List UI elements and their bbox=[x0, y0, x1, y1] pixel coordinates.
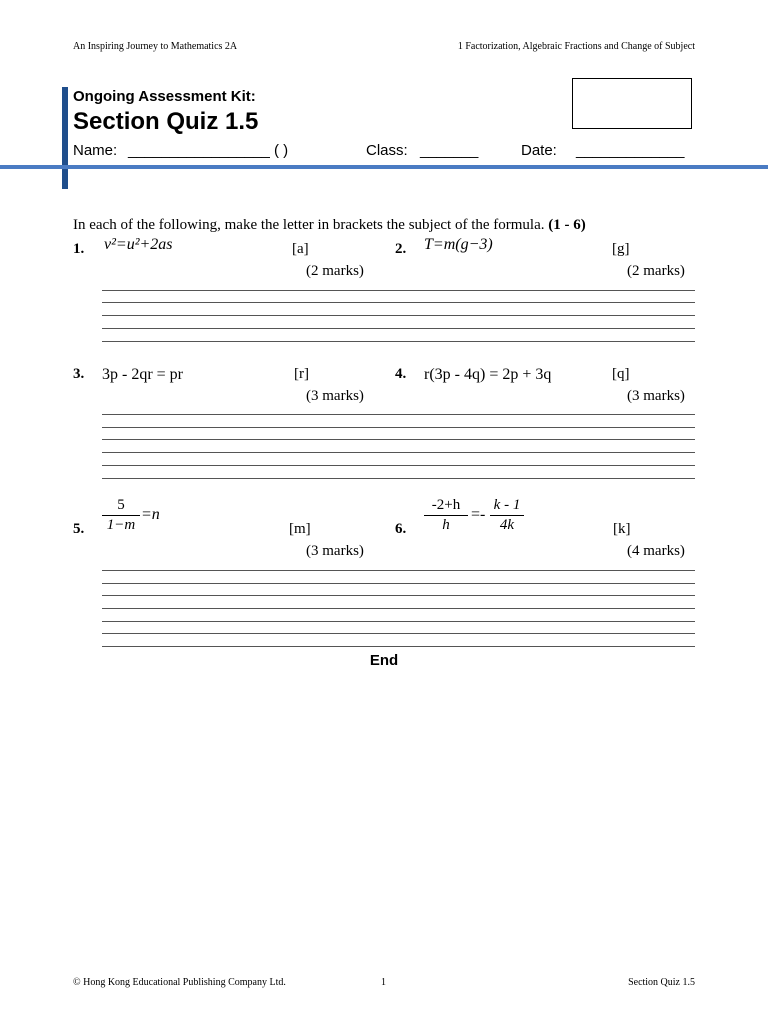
answer-line[interactable] bbox=[102, 633, 695, 634]
question-3-number: 3. bbox=[73, 366, 85, 382]
question-5-fraction bbox=[102, 497, 140, 534]
answer-line[interactable] bbox=[102, 328, 695, 329]
fraction-bar bbox=[490, 515, 524, 516]
instruction-text bbox=[73, 217, 586, 234]
divider-line bbox=[0, 165, 768, 169]
footer-section: Section Quiz 1.5 bbox=[628, 977, 695, 988]
date-field[interactable]: _____________ bbox=[576, 142, 685, 159]
question-5-rhs: =n bbox=[141, 506, 160, 523]
footer-page-number: 1 bbox=[381, 977, 386, 988]
footer-copyright: © Hong Kong Educational Publishing Company Ltd. bbox=[73, 977, 286, 988]
answer-line[interactable] bbox=[102, 570, 695, 571]
answer-line[interactable] bbox=[102, 341, 695, 342]
accent-bar bbox=[62, 87, 68, 189]
question-1-letter: [a] bbox=[292, 241, 309, 257]
class-label: Class: bbox=[366, 142, 408, 159]
score-box bbox=[572, 78, 692, 129]
answer-line[interactable] bbox=[102, 439, 695, 440]
answer-line[interactable] bbox=[102, 478, 695, 479]
name-field[interactable]: _________________ ( ) bbox=[128, 142, 289, 159]
question-6-fraction-right bbox=[490, 497, 524, 534]
answer-line[interactable] bbox=[102, 427, 695, 428]
question-6-fraction-left bbox=[424, 497, 468, 534]
question-3-formula: 3p - 2qr = pr bbox=[102, 366, 184, 383]
question-5-marks: (3 marks) bbox=[306, 543, 364, 559]
question-5-letter: [m] bbox=[289, 521, 311, 537]
instruction-body: In each of the following, make the letter in brackets the subject of the formula. bbox=[73, 217, 545, 233]
question-2-number: 2. bbox=[395, 241, 407, 257]
answer-line[interactable] bbox=[102, 595, 695, 596]
answer-line[interactable] bbox=[102, 465, 695, 466]
question-1-formula: v²=u²+2as bbox=[104, 236, 173, 253]
name-label: Name: bbox=[73, 142, 118, 159]
answer-line[interactable] bbox=[102, 452, 695, 453]
question-6-marks: (4 marks) bbox=[627, 543, 685, 559]
question-4-number: 4. bbox=[395, 366, 407, 382]
question-5-numerator: 5 bbox=[117, 497, 125, 513]
question-6-denominator-left: h bbox=[442, 517, 450, 533]
question-4-marks: (3 marks) bbox=[627, 388, 685, 404]
answer-line[interactable] bbox=[102, 302, 695, 303]
fraction-bar bbox=[102, 515, 140, 516]
answer-line[interactable] bbox=[102, 621, 695, 622]
header-chapter-title: 1 Factorization, Algebraic Fractions and Change of Subject bbox=[457, 41, 695, 52]
instruction-range: (1 - 6) bbox=[548, 217, 586, 233]
date-label: Date: bbox=[521, 142, 557, 159]
question-5-denominator: 1−m bbox=[106, 517, 136, 533]
question-4-letter: [q] bbox=[612, 366, 630, 382]
question-1-number: 1. bbox=[73, 241, 85, 257]
class-field[interactable]: _______ bbox=[420, 142, 479, 159]
question-2-formula: T=m(g−3) bbox=[424, 236, 493, 253]
answer-line[interactable] bbox=[102, 646, 695, 647]
question-1-marks: (2 marks) bbox=[306, 263, 364, 279]
question-2-marks: (2 marks) bbox=[627, 263, 685, 279]
answer-line[interactable] bbox=[102, 414, 695, 415]
question-2-letter: [g] bbox=[612, 241, 630, 257]
header-book-title: An Inspiring Journey to Mathematics 2A bbox=[73, 41, 238, 52]
answer-line[interactable] bbox=[102, 608, 695, 609]
question-6-numerator-right: k - 1 bbox=[493, 497, 521, 513]
answer-line[interactable] bbox=[102, 583, 695, 584]
question-5-number: 5. bbox=[73, 521, 85, 537]
fraction-bar bbox=[424, 515, 468, 516]
question-3-marks: (3 marks) bbox=[306, 388, 364, 404]
question-3-letter: [r] bbox=[294, 366, 309, 382]
answer-line[interactable] bbox=[102, 315, 695, 316]
answer-line[interactable] bbox=[102, 290, 695, 291]
end-marker: End bbox=[369, 652, 399, 669]
question-6-equals: =- bbox=[471, 506, 486, 523]
question-6-denominator-right: 4k bbox=[499, 517, 515, 533]
question-6-numerator-left: -2+h bbox=[431, 497, 461, 513]
question-6-letter: [k] bbox=[613, 521, 631, 537]
page-title: Section Quiz 1.5 bbox=[73, 108, 259, 135]
kit-label: Ongoing Assessment Kit: bbox=[73, 88, 256, 105]
question-6-number: 6. bbox=[395, 521, 407, 537]
question-4-formula: r(3p - 4q) = 2p + 3q bbox=[424, 366, 552, 383]
